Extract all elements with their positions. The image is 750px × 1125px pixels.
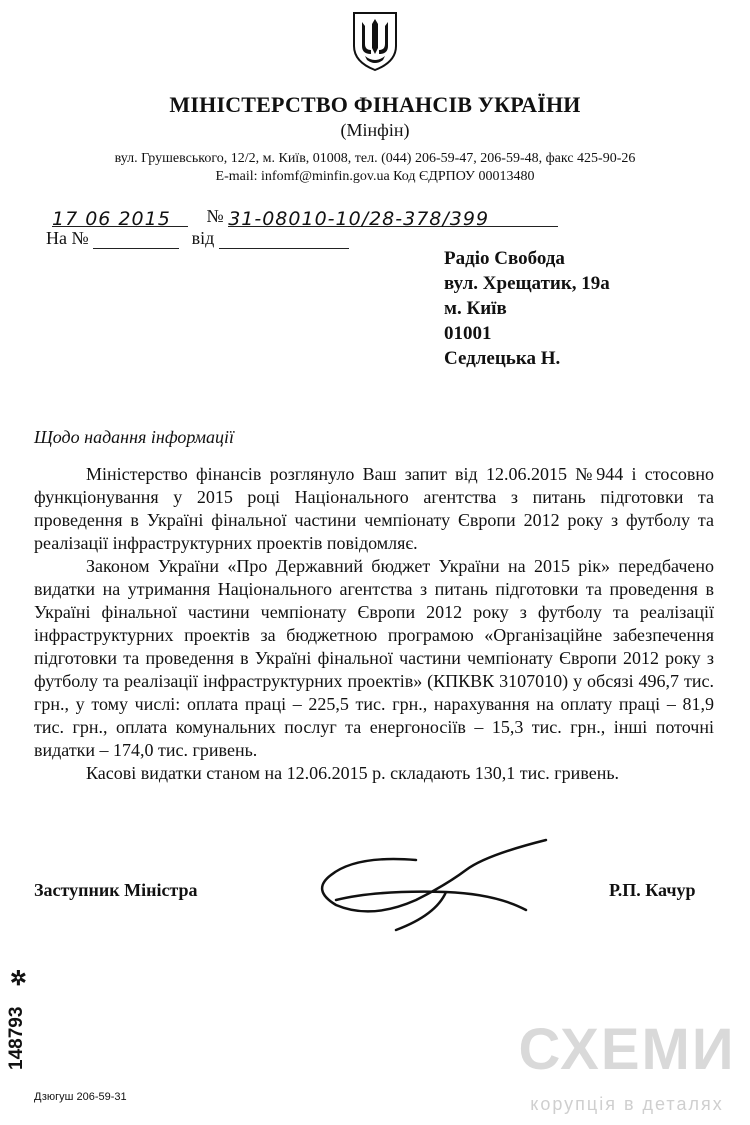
- contacts-block: [0, 150, 750, 186]
- side-document-number: 148793: [6, 1006, 27, 1070]
- reference-number-blank: [93, 230, 179, 249]
- ministry-name: МІНІСТЕРСТВО ФІНАНСІВ УКРАЇНИ: [169, 92, 581, 117]
- reference-from-label: від: [191, 228, 215, 248]
- body-paragraph: Міністерство фінансів розглянуло Ваш запит від 12.06.2015 №944 і стосовно функціонування у 2015 році Національного агентства з питань підготовки та проведення в Україні фінальної частини чемпіонату Європи 2012 року з футболу та реалізації інфраструктурних проектів повідомляє.: [34, 464, 714, 553]
- number-prefix: №: [206, 206, 224, 226]
- reference-date-blank: [219, 230, 349, 249]
- footer-note: Дзюгуш 206-59-31: [34, 1091, 127, 1103]
- addressee-line: вул. Хрещатик, 19а: [444, 273, 610, 294]
- watermark-title: СХЕМИ: [518, 1017, 736, 1082]
- reference-label: На №: [46, 228, 89, 248]
- body-paragraph: Касові видатки станом на 12.06.2015 р. складають 130,1 тис. гривень.: [86, 763, 620, 783]
- registration-line: [52, 206, 558, 230]
- registration-date: 17 06 2015: [52, 208, 188, 227]
- watermark-subtitle: корупція в деталях: [530, 1094, 724, 1114]
- address-line: вул. Грушевського, 12/2, м. Київ, 01008, тел. (044) 206-59-47, 206-59-48, факс 425-90-26: [114, 151, 636, 166]
- signer-position: Заступник Міністра: [34, 880, 198, 900]
- letter-body: [34, 463, 714, 785]
- body-paragraph: Законом України «Про Державний бюджет України на 2015 рік» передбачено видатки на утримання Національного агентства з питань підготовки та проведення в Україні фінальної частини чемпіонату Європи 2012 року з футболу та реалізації інфраструктурних проектів за бюджетною програмою «Організаційне забезпечення підготовки та проведення в Україні фінальної частини чемпіонату Європи 2012 року з футболу та реалізації інфраструктурних проектів» (КПКВК 3107010) у обсязі 496,7 тис. грн., у тому числі: оплата праці – 225,5 тис. грн., нарахування на оплату праці – 81,9 тис. грн., оплата комунальних послуг та енергоносіїв – 15,3 тис. грн., інші поточні видатки – 174,0 тис. гривень.: [34, 556, 714, 760]
- addressee-line: Радіо Свобода: [444, 248, 565, 269]
- handwritten-signature: [296, 830, 596, 940]
- coat-of-arms-icon: [350, 10, 400, 72]
- reference-line: [46, 228, 349, 249]
- addressee-line: м. Київ: [444, 298, 507, 319]
- registration-number: 31-08010-10/28-378/399: [228, 208, 558, 227]
- addressee-line: Седлецька Н.: [444, 348, 561, 369]
- addressee-block: [444, 246, 610, 371]
- signer-name: Р.П. Качур: [609, 880, 696, 900]
- email-line: E-mail: infomf@minfin.gov.ua Код ЄДРПОУ 00013480: [215, 169, 535, 184]
- ministry-short-name: (Мінфін): [340, 120, 410, 140]
- addressee-line: 01001: [444, 323, 492, 344]
- side-star-mark: ✲: [10, 968, 27, 990]
- letter-subject: Щодо надання інформації: [34, 427, 234, 447]
